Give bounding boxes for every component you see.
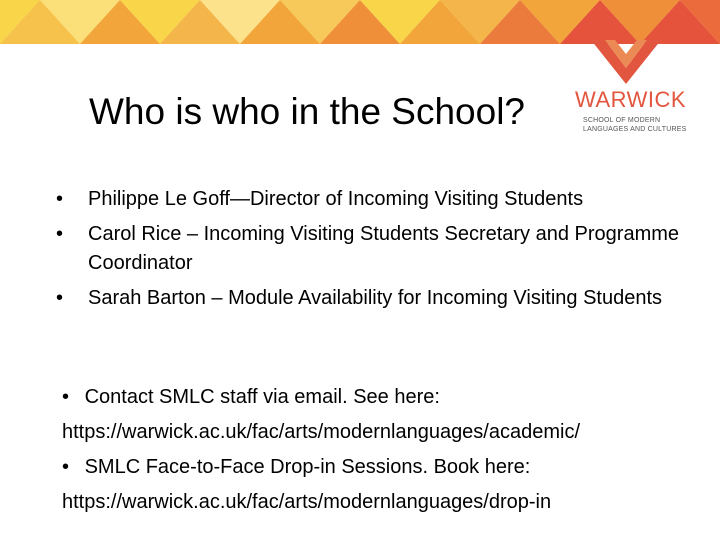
staff-entry-text: Carol Rice – Incoming Visiting Students Secretary and Programme Coordinator xyxy=(88,223,680,274)
logo-subtitle-line1: SCHOOL OF MODERN xyxy=(583,117,661,124)
list-item xyxy=(56,284,696,313)
decorative-banner xyxy=(0,0,720,44)
triangle-pattern-icon xyxy=(0,0,720,44)
dropin-booking-link[interactable]: https://warwick.ac.uk/fac/arts/modernlanguages/drop-in xyxy=(62,491,552,513)
slide-title: Who is who in the School? xyxy=(89,91,526,132)
email-contact-line xyxy=(62,380,717,415)
email-contact-link[interactable]: https://warwick.ac.uk/fac/arts/modernlanguages/academic/ xyxy=(62,421,581,443)
bullet-icon: • xyxy=(56,223,64,245)
warwick-logo xyxy=(567,40,692,140)
bullet-icon: • xyxy=(56,188,64,210)
list-item xyxy=(56,185,696,214)
staff-entry-text: Philippe Le Goff—Director of Incoming Visiting Students xyxy=(88,188,584,210)
staff-list xyxy=(56,185,696,319)
contact-section xyxy=(62,380,717,520)
bullet-icon: • xyxy=(62,386,70,408)
dropin-contact-line xyxy=(62,450,717,485)
bullet-icon: • xyxy=(62,456,70,478)
warwick-chevron-icon xyxy=(591,40,661,84)
logo-wordmark: WARWICK xyxy=(575,87,687,112)
logo-subtitle xyxy=(583,116,686,134)
bullet-icon: • xyxy=(56,287,64,309)
logo-subtitle-line2: LANGUAGES AND CULTURES xyxy=(583,126,687,133)
list-item xyxy=(56,220,696,278)
dropin-contact-text: SMLC Face-to-Face Drop-in Sessions. Book here: xyxy=(84,456,531,478)
staff-entry-text: Sarah Barton – Module Availability for Incoming Visiting Students xyxy=(88,287,663,309)
email-contact-text: Contact SMLC staff via email. See here: xyxy=(84,386,440,408)
